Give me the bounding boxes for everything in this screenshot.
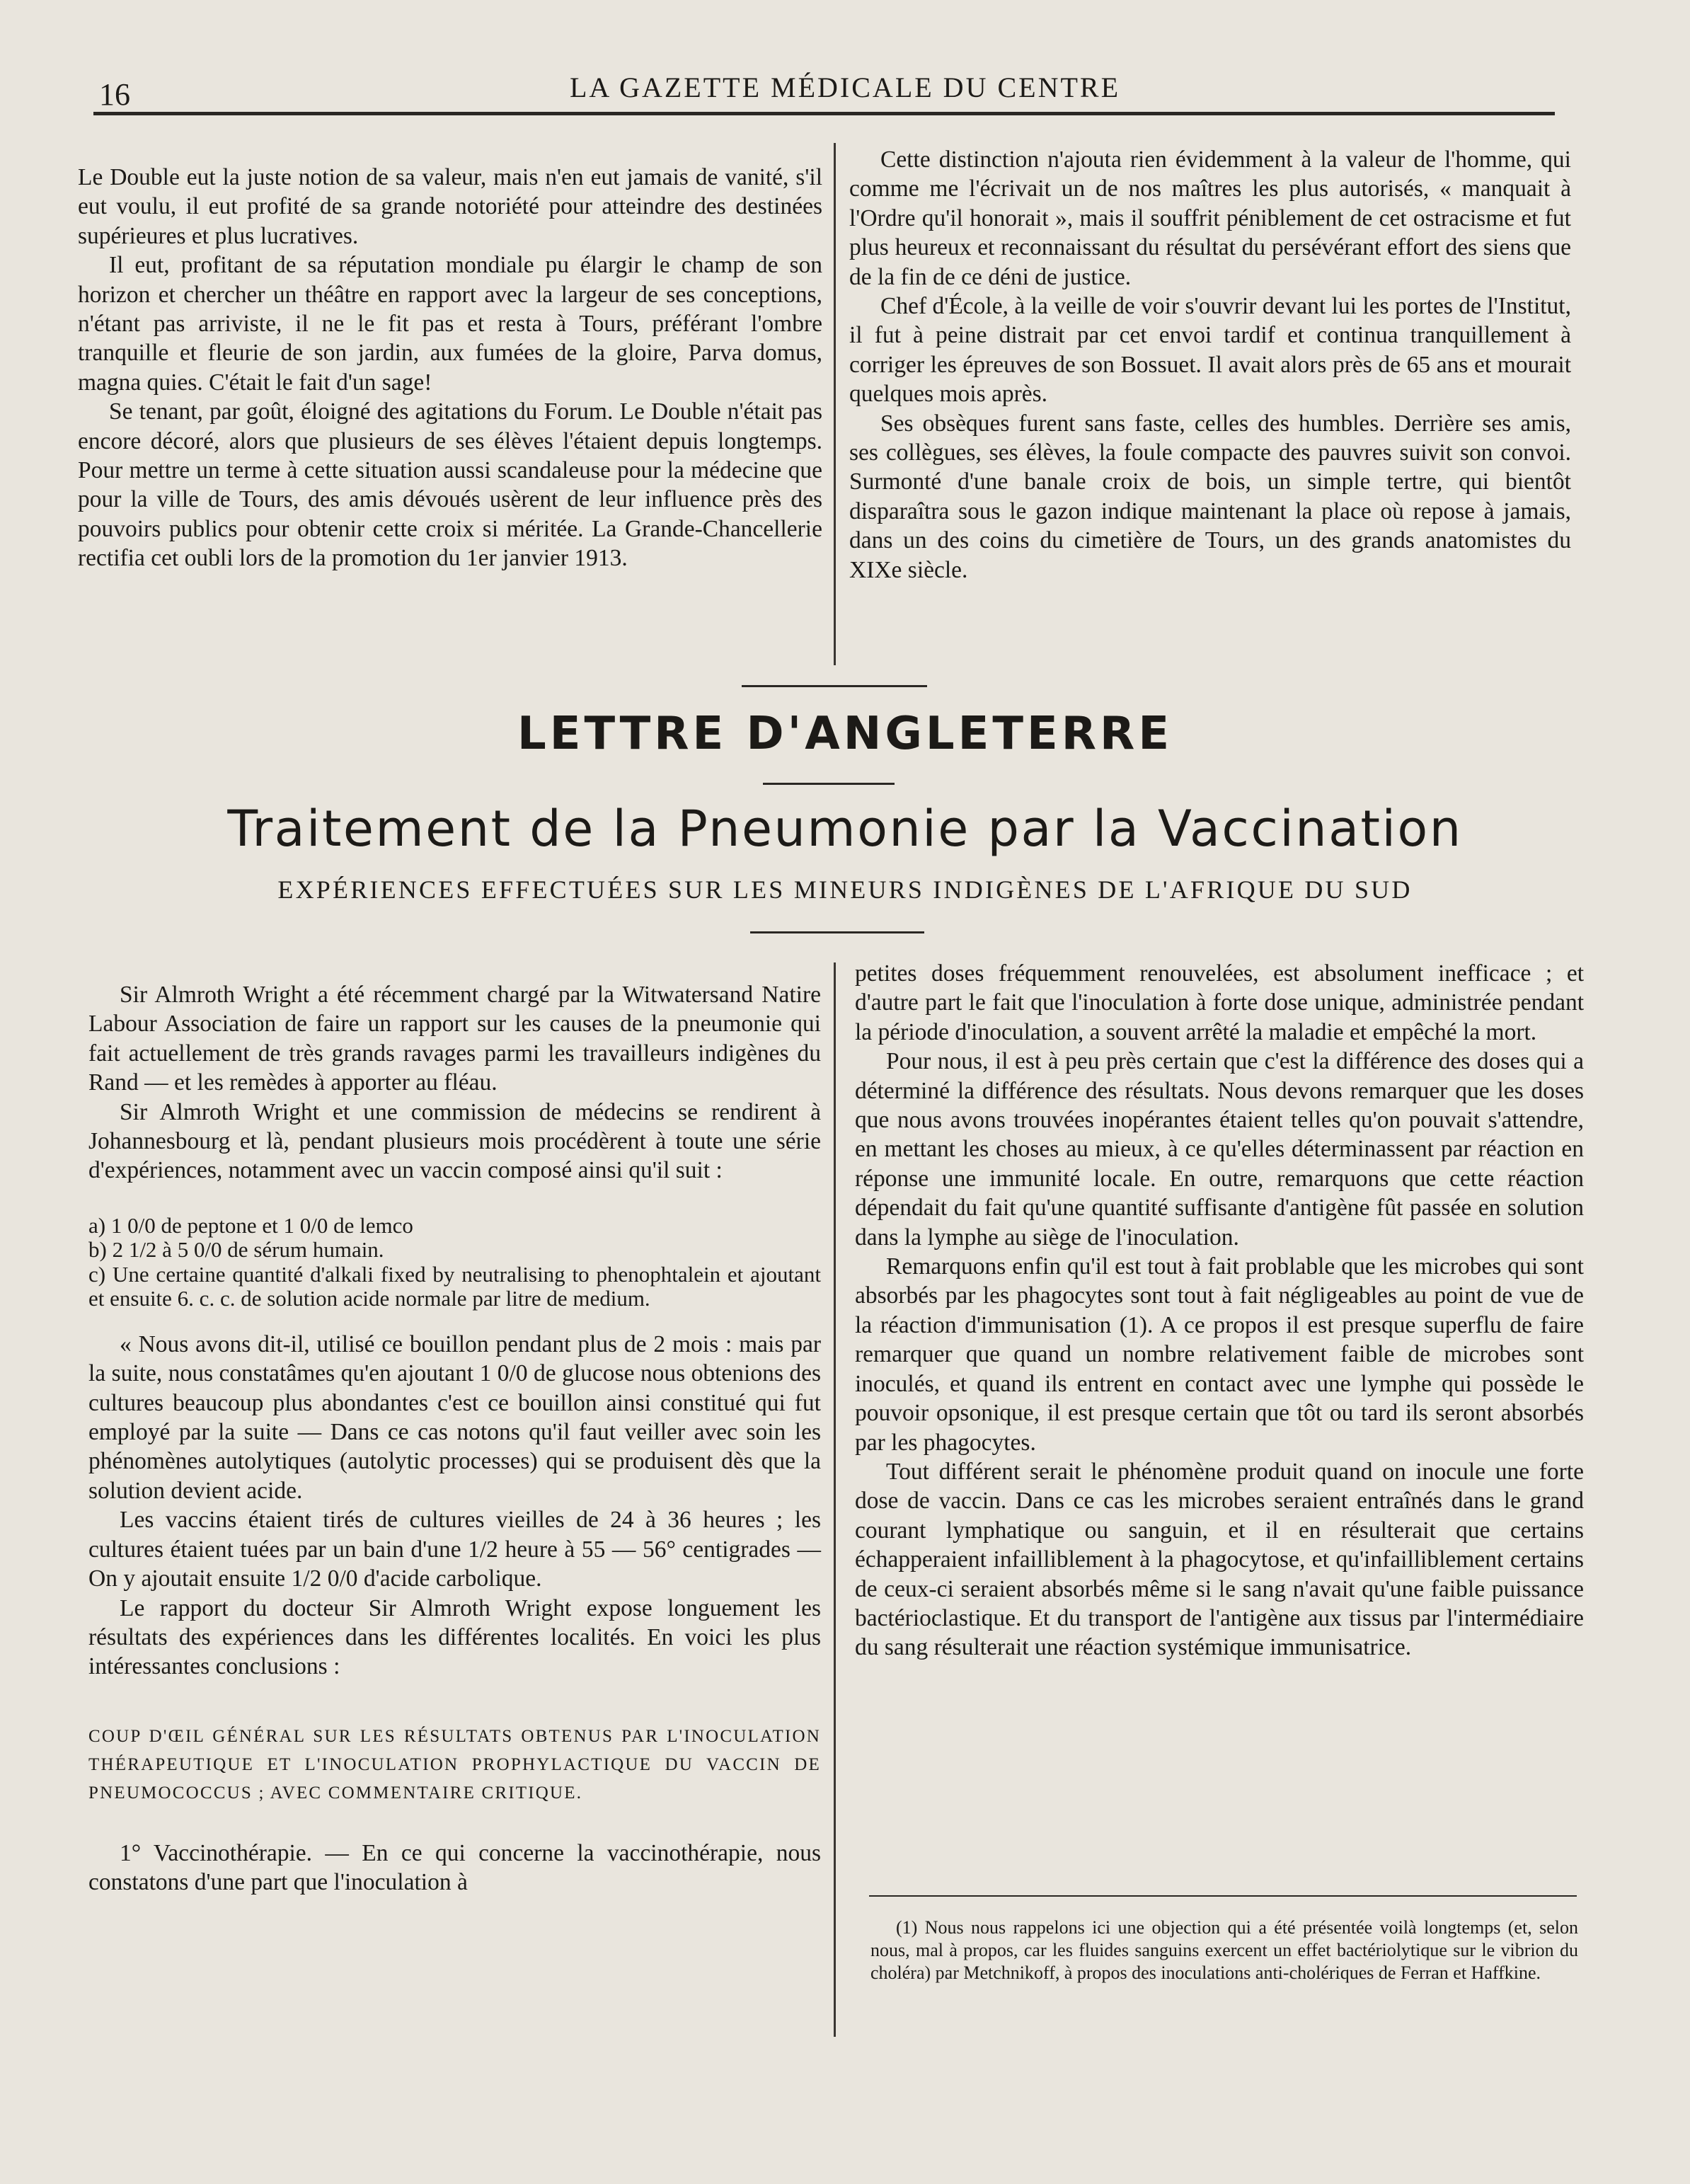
article-column-rule xyxy=(834,962,836,2037)
upper-left-paragraph-2: Il eut, profitant de sa réputation mondiale pu élargir le champ de son horizon et chercher un théâtre en rapport avec la largeur de ses conceptions, n'étant pas arriviste, il ne le fit pas et resta à Tours, préférant l'ombre tranquille et fleurie de son jardin, aux fumées de la gloire, Parva domus, magna quies. C'était le fait d'un sage! xyxy=(78,252,822,396)
ingredient-item-c: c) Une certaine quantité d'alkali fixed by neutralising to phenophtalein et ajoutant et ensuite 6. c. c. de solution acide normale par litre de medium. xyxy=(88,1261,821,1311)
article-left-paragraph-2: Sir Almroth Wright et une commission de médecins se rendirent à Johannesbourg et là, pendant plusieurs mois procédèrent à toute une série d'expériences, notamment avec un vaccin composé ainsi qu'il suit : xyxy=(88,1098,821,1184)
article-right-column xyxy=(855,959,1584,1662)
upper-right-paragraph-3: Ses obsèques furent sans faste, celles des humbles. Derrière ses amis, ses collègues, ses élèves, la foule compacte des pauvres suivit son convoi. Surmonté d'une banale croix de bois, un simple tertre, qui bientôt disparaîtra sous le gazon indique maintenant la place où repose à jamais, dans un des coins du cimetière de Tours, un des grands anatomistes du XIXe siècle. xyxy=(849,410,1571,583)
section-divider-top xyxy=(742,685,927,687)
upper-right-column xyxy=(849,145,1571,585)
article-left-paragraph-4: Les vaccins étaient tirés de cultures vieilles de 24 à 36 heures ; les cultures étaient tuées par un bain d'une 1/2 heure à 55 — 56° centigrades — On y ajoutait ensuite 1/2 0/0 d'acide carbolique. xyxy=(88,1507,821,1592)
upper-right-paragraph-2: Chef d'École, à la veille de voir s'ouvrir devant lui les portes de l'Institut, il fut à peine distrait par cet envoi tardif et continua tranquillement à corriger les épreuves de son Bossuet. Il avait alors près de 65 ans et mourait quelques mois après. xyxy=(849,293,1571,408)
footnote-rule xyxy=(869,1895,1577,1897)
article-right-paragraph-4: Tout différent serait le phénomène produit quand on inocule une forte dose de vaccin. Dans ce cas les microbes seraient entraînés dans le grand courant lymphatique ou sanguin, et il en résulterait que certains échapperaient infailliblement à la phagocytose, et qu'infailliblement certains de ceux-ci seraient absorbés même si le sang n'avait qu'une faible puissance bactérioclastique. Et du transport de l'antigène aux tissus par l'intermédiaire du sang résulterait une réaction systémique immunisatrice. xyxy=(855,1458,1584,1661)
article-left-paragraph-6: 1° Vaccinothérapie. — En ce qui concerne la vaccinothérapie, nous constatons d'une part que l'inoculation à xyxy=(88,1839,821,1896)
article-right-paragraph-2: Pour nous, il est à peu près certain que c'est la différence des doses qui a déterminé la différence des résultats. Nous devons remarquer que les doses que nous avons trouvées inopérantes étaient telles qu'on pouvait s'attendre, en mettant les choses au mieux, à ce qu'elles déterminassent par réaction en réponse une immunité locale. En outre, remarquons que cette réaction dépendait du fait qu'une quantité suffisante d'antigène fût passée en solution dans la lymphe au siège de l'inoculation. xyxy=(855,1048,1584,1251)
article-left-paragraph-5: Le rapport du docteur Sir Almroth Wright expose longuement les résultats des expériences dans les différentes localités. En voici les plus intéressantes conclusions : xyxy=(88,1594,821,1680)
article-right-paragraph-3: Remarquons enfin qu'il est tout à fait problable que les microbes qui sont absorbés par les phagocytes sont tout à fait négligeables au point de vue de la réaction d'immunisation (1). A ce propos il est presque superflu de faire remarquer que quand un nombre relativement faible de microbes sont inoculés, et quand ils entrent en contact avec une lymphe qui possède le pouvoir opsonique, il est presque certain que tôt ou tard ils seront absorbés par les phagocytes. xyxy=(855,1253,1584,1456)
ingredient-item-b: b) 2 1/2 à 5 0/0 de sérum humain. xyxy=(88,1237,384,1263)
article-right-paragraph-1: petites doses fréquemment renouvelées, est absolument inefficace ; et d'autre part le fait que l'inoculation à forte dose unique, administrée pendant la période d'inoculation, a souvent arrêté la maladie et empêché la mort. xyxy=(855,960,1584,1045)
conclusions-subheading: COUP D'ŒIL GÉNÉRAL SUR LES RÉSULTATS OBTENUS PAR L'INOCULATION THÉRAPEUTIQUE ET L'INOCULATION PROPHYLACTIQUE DU VACCIN DE PNEUMOCOCCUS ; AVEC COMMENTAIRE CRITIQUE. xyxy=(88,1726,821,1803)
footnote-block xyxy=(870,1916,1578,1984)
article-subtitle: EXPÉRIENCES EFFECTUÉES SUR LES MINEURS INDIGÈNES DE L'AFRIQUE DU SUD xyxy=(277,875,1413,904)
section-title: LETTRE D'ANGLETERRE xyxy=(517,708,1173,760)
header-rule xyxy=(93,112,1555,115)
section-divider-middle xyxy=(763,783,895,785)
article-left-paragraph-1: Sir Almroth Wright a été récemment chargé par la Witwatersand Natire Labour Association de faire un rapport sur les causes de la pneumonie qui fait actuellement de très grands ravages parmi les travailleurs indigènes du Rand — et les remèdes à apporter au fléau. xyxy=(88,982,821,1096)
upper-left-column xyxy=(78,163,822,573)
article-left-column xyxy=(88,980,821,1897)
section-divider-bottom xyxy=(750,931,924,933)
upper-left-paragraph-3: Se tenant, par goût, éloigné des agitations du Forum. Le Double n'était pas encore décoré, alors que plusieurs de ses élèves l'étaient depuis longtemps. Pour mettre un terme à cette situation aussi scandaleuse pour la médecine que pour la ville de Tours, des amis dévoués usèrent de leur influence près des pouvoirs publics pour obtenir cette croix si méritée. La Grande-Chancellerie rectifia cet oubli lors de la promotion du 1er janvier 1913. xyxy=(78,398,822,572)
article-title: Traitement de la Pneumonie par la Vaccination xyxy=(227,800,1463,858)
upper-column-rule xyxy=(834,143,836,665)
page-number: 16 xyxy=(99,77,130,112)
upper-left-paragraph-1: Le Double eut la juste notion de sa valeur, mais n'en eut jamais de vanité, s'il eut voulu, il eut profité de sa grande notoriété pour atteindre des destinées supérieures et plus lucratives. xyxy=(78,164,822,249)
footnote: (1) Nous nous rappelons ici une objection qui a été présentée voilà longtemps (et, selon nous, mal à propos, car les fluides sanguins exercent un effet bactériolytique sur le vibrion du choléra) par Metchnikoff, à propos des inoculations anti-cholériques de Ferran et Haffkine. xyxy=(870,1917,1578,1983)
running-title: LA GAZETTE MÉDICALE DU CENTRE xyxy=(569,71,1120,103)
upper-right-paragraph-1: Cette distinction n'ajouta rien évidemment à la valeur de l'homme, qui comme me l'écrivait un de nos maîtres les plus autorisés, « manquait à l'Ordre qu'il honorait », mais il souffrit péniblement de cet ostracisme et fut plus heureux et reconnaissant du résultat du persévérant effort des siens que de la fin de ce déni de justice. xyxy=(849,146,1571,290)
ingredient-item-a: a) 1 0/0 de peptone et 1 0/0 de lemco xyxy=(88,1212,413,1238)
article-left-paragraph-3: « Nous avons dit-il, utilisé ce bouillon pendant plus de 2 mois : mais par la suite, nous constatâmes qu'en ajoutant 1 0/0 de glucose nous obtenions des cultures beaucoup plus abondantes c'est ce bouillon ainsi constitué qui fut employé par la suite — Dans ce cas notons qu'il faut veiller avec soin les phénomènes autolytiques (autolytic processes) qui se produisent dès que la solution devient acide. xyxy=(88,1330,821,1504)
